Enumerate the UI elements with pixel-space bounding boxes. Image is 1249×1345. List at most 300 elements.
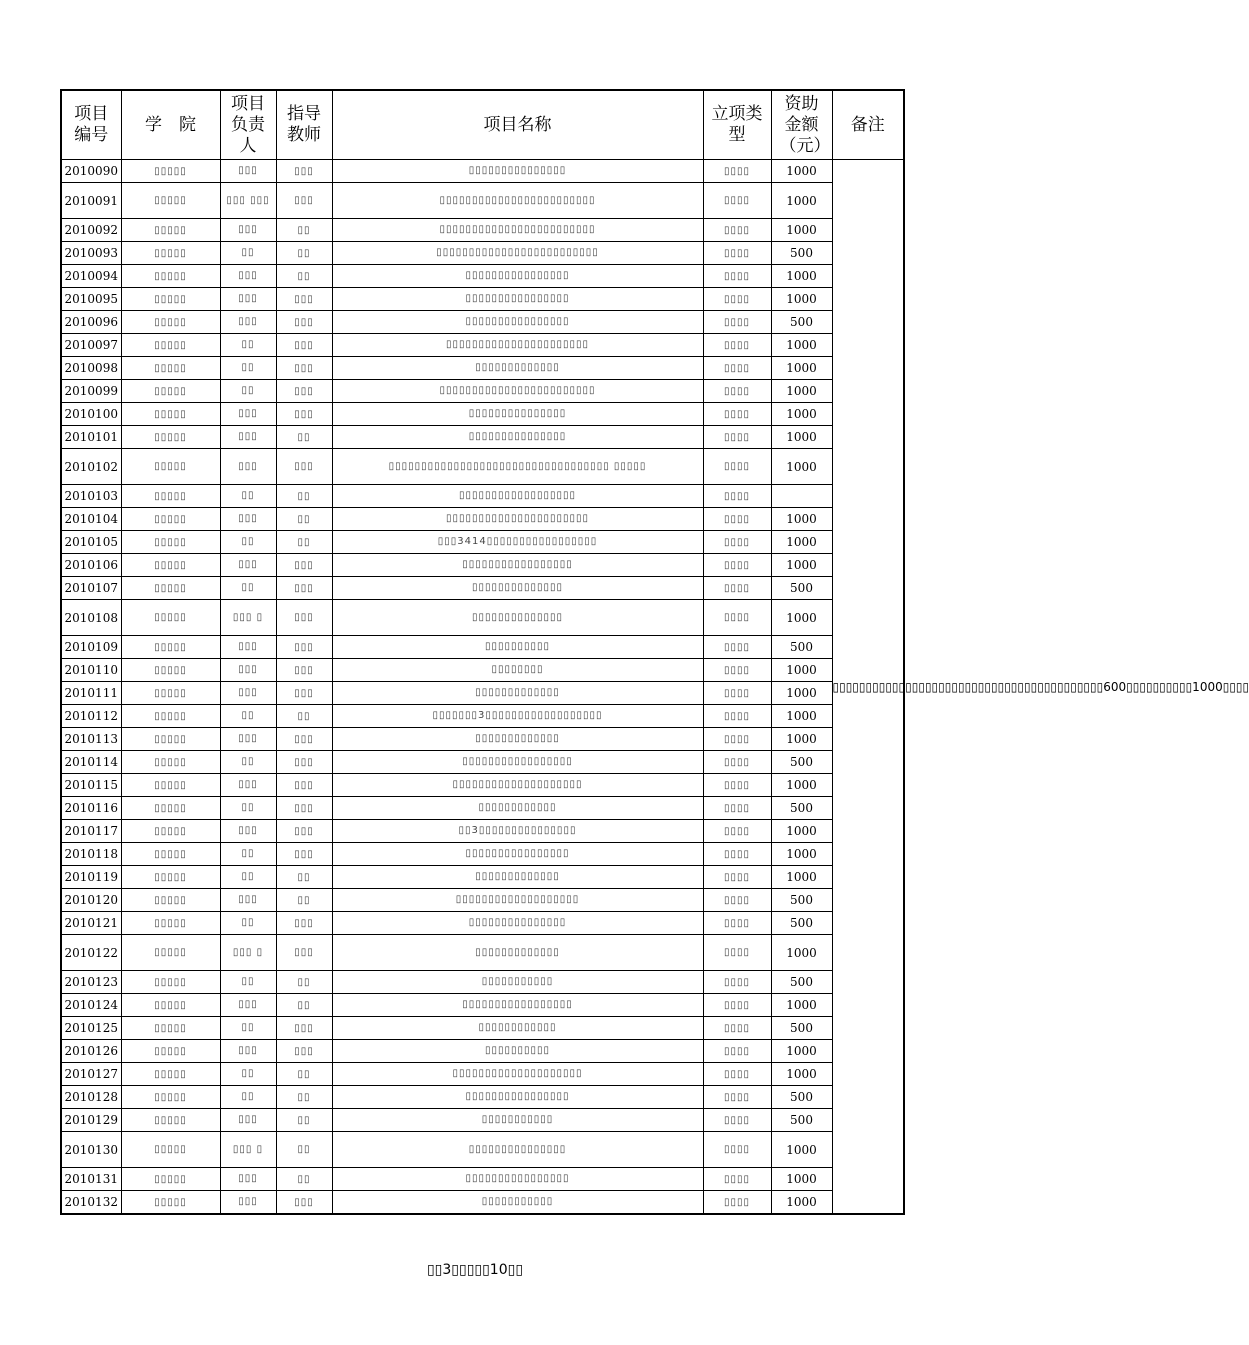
cell-type: ▯▯▯▯	[703, 843, 771, 866]
cell-project-id: 2010092	[61, 219, 121, 242]
table-row	[61, 751, 904, 774]
cell-advisor: ▯▯	[276, 1168, 332, 1191]
cell-project-id: 2010113	[61, 728, 121, 751]
table-row	[61, 682, 904, 705]
cell-leader: ▯▯	[220, 705, 276, 728]
cell-advisor: ▯▯	[276, 1086, 332, 1109]
cell-project-name: ▯▯▯▯▯▯▯▯▯▯▯▯▯▯	[332, 577, 703, 600]
cell-amount: 1000	[771, 705, 832, 728]
cell-amount: 1000	[771, 219, 832, 242]
cell-project-id: 2010127	[61, 1063, 121, 1086]
cell-project-id: 2010126	[61, 1040, 121, 1063]
cell-project-name: ▯▯▯▯▯▯▯3▯▯▯▯▯▯▯▯▯▯▯▯▯▯▯▯▯▯	[332, 705, 703, 728]
cell-leader: ▯▯	[220, 843, 276, 866]
cell-type: ▯▯▯▯	[703, 820, 771, 843]
cell-amount: 1000	[771, 449, 832, 485]
table-row	[61, 242, 904, 265]
cell-type: ▯▯▯▯	[703, 403, 771, 426]
cell-project-id: 2010112	[61, 705, 121, 728]
cell-project-name: ▯▯▯▯▯▯▯▯▯▯▯▯▯▯▯	[332, 426, 703, 449]
cell-type: ▯▯▯▯	[703, 1168, 771, 1191]
cell-amount: 1000	[771, 820, 832, 843]
cell-leader: ▯▯	[220, 334, 276, 357]
cell-college: ▯▯▯▯▯	[121, 426, 220, 449]
cell-project-name: ▯▯▯▯▯▯▯▯▯▯▯	[332, 971, 703, 994]
cell-project-id: 2010130	[61, 1132, 121, 1168]
cell-amount: 1000	[771, 1063, 832, 1086]
cell-type: ▯▯▯▯	[703, 265, 771, 288]
cell-project-name: ▯▯▯▯▯▯▯▯▯▯▯▯▯▯▯▯▯▯▯▯▯▯▯▯	[332, 219, 703, 242]
cell-project-id: 2010110	[61, 659, 121, 682]
cell-amount: 1000	[771, 843, 832, 866]
table-row	[61, 380, 904, 403]
cell-project-name: ▯▯▯▯▯▯▯▯▯▯▯▯▯▯▯▯▯▯▯▯▯▯▯▯▯	[332, 242, 703, 265]
cell-advisor: ▯▯▯	[276, 554, 332, 577]
cell-type: ▯▯▯▯	[703, 508, 771, 531]
cell-leader: ▯▯▯	[220, 160, 276, 183]
cell-amount: 500	[771, 912, 832, 935]
cell-project-name: ▯▯▯▯▯▯▯▯▯▯	[332, 1040, 703, 1063]
cell-project-name: ▯▯▯▯▯▯▯▯▯▯▯▯▯▯▯▯	[332, 843, 703, 866]
cell-project-name: ▯▯▯▯▯▯▯▯▯▯▯▯▯▯▯▯	[332, 1086, 703, 1109]
cell-advisor: ▯▯▯	[276, 1017, 332, 1040]
cell-advisor: ▯▯	[276, 531, 332, 554]
cell-type: ▯▯▯▯	[703, 485, 771, 508]
cell-type: ▯▯▯▯	[703, 288, 771, 311]
cell-amount: 1000	[771, 554, 832, 577]
cell-leader: ▯▯▯	[220, 820, 276, 843]
cell-leader: ▯▯	[220, 971, 276, 994]
cell-project-name: ▯▯▯▯▯▯▯▯▯▯▯▯▯▯▯▯	[332, 288, 703, 311]
cell-project-id: 2010103	[61, 485, 121, 508]
table-row	[61, 1086, 904, 1109]
cell-project-id: 2010102	[61, 449, 121, 485]
cell-amount: 1000	[771, 357, 832, 380]
table-row	[61, 774, 904, 797]
cell-project-id: 2010121	[61, 912, 121, 935]
table-row	[61, 357, 904, 380]
cell-college: ▯▯▯▯▯	[121, 554, 220, 577]
cell-amount: 1000	[771, 728, 832, 751]
cell-advisor: ▯▯	[276, 1063, 332, 1086]
cell-college: ▯▯▯▯▯	[121, 1063, 220, 1086]
table-row	[61, 994, 904, 1017]
cell-project-id: 2010132	[61, 1191, 121, 1215]
cell-project-id: 2010098	[61, 357, 121, 380]
note-cell: ▯▯▯▯▯▯▯▯▯▯▯▯▯▯▯▯▯▯▯▯▯▯▯▯▯▯▯▯▯▯▯▯▯▯▯▯▯▯▯▯▯600▯▯▯▯▯▯▯▯▯▯1000▯▯▯▯	[832, 160, 904, 1215]
cell-college: ▯▯▯▯▯	[121, 1168, 220, 1191]
cell-amount: 1000	[771, 682, 832, 705]
cell-advisor: ▯▯▯	[276, 600, 332, 636]
cell-college: ▯▯▯▯▯	[121, 820, 220, 843]
cell-project-id: 2010117	[61, 820, 121, 843]
cell-project-name: ▯▯3▯▯▯▯▯▯▯▯▯▯▯▯▯▯▯	[332, 820, 703, 843]
cell-college: ▯▯▯▯▯	[121, 183, 220, 219]
cell-college: ▯▯▯▯▯	[121, 1109, 220, 1132]
cell-amount: 500	[771, 1017, 832, 1040]
cell-project-id: 2010099	[61, 380, 121, 403]
cell-type: ▯▯▯▯	[703, 531, 771, 554]
cell-leader: ▯▯	[220, 357, 276, 380]
cell-leader: ▯▯	[220, 242, 276, 265]
table-row	[61, 508, 904, 531]
cell-college: ▯▯▯▯▯	[121, 380, 220, 403]
cell-project-id: 2010104	[61, 508, 121, 531]
cell-amount: 500	[771, 1086, 832, 1109]
cell-project-id: 2010114	[61, 751, 121, 774]
cell-college: ▯▯▯▯▯	[121, 508, 220, 531]
table-row	[61, 636, 904, 659]
cell-project-name: ▯▯▯▯▯▯▯▯▯▯▯▯▯	[332, 866, 703, 889]
table-row	[61, 311, 904, 334]
cell-leader: ▯▯	[220, 912, 276, 935]
cell-advisor: ▯▯	[276, 994, 332, 1017]
cell-college: ▯▯▯▯▯	[121, 682, 220, 705]
cell-type: ▯▯▯▯	[703, 449, 771, 485]
cell-advisor: ▯▯	[276, 485, 332, 508]
cell-leader: ▯▯▯ ▯	[220, 600, 276, 636]
project-table	[60, 89, 1249, 1215]
cell-college: ▯▯▯▯▯	[121, 705, 220, 728]
cell-amount: 1000	[771, 1040, 832, 1063]
cell-amount: 500	[771, 751, 832, 774]
header-note: 备注	[832, 90, 904, 160]
cell-project-name: ▯▯▯▯▯▯▯▯▯▯▯▯▯▯▯▯▯▯▯▯	[332, 774, 703, 797]
cell-type: ▯▯▯▯	[703, 1132, 771, 1168]
table-row	[61, 1063, 904, 1086]
cell-amount: 1000	[771, 935, 832, 971]
cell-project-name: ▯▯▯3414▯▯▯▯▯▯▯▯▯▯▯▯▯▯▯▯▯	[332, 531, 703, 554]
cell-project-name: ▯▯▯▯▯▯▯▯▯▯▯▯▯▯▯▯▯▯	[332, 485, 703, 508]
cell-project-id: 2010094	[61, 265, 121, 288]
cell-advisor: ▯▯▯	[276, 183, 332, 219]
cell-advisor: ▯▯▯	[276, 820, 332, 843]
cell-college: ▯▯▯▯▯	[121, 1040, 220, 1063]
cell-college: ▯▯▯▯▯	[121, 334, 220, 357]
page-footer: ▯▯3▯▯▯▯▯10▯▯	[426, 1262, 524, 1278]
table-row	[61, 334, 904, 357]
cell-amount: 1000	[771, 1191, 832, 1215]
cell-advisor: ▯▯	[276, 889, 332, 912]
table-row	[61, 1168, 904, 1191]
cell-college: ▯▯▯▯▯	[121, 1191, 220, 1215]
cell-type: ▯▯▯▯	[703, 1017, 771, 1040]
cell-type: ▯▯▯▯	[703, 1086, 771, 1109]
cell-project-name: ▯▯▯▯▯▯▯▯▯▯▯▯▯	[332, 935, 703, 971]
cell-college: ▯▯▯▯▯	[121, 485, 220, 508]
cell-amount: 1000	[771, 426, 832, 449]
table-row	[61, 426, 904, 449]
table-row	[61, 1191, 904, 1215]
cell-leader: ▯▯▯	[220, 265, 276, 288]
cell-advisor: ▯▯▯	[276, 682, 332, 705]
cell-project-name: ▯▯▯▯▯▯▯▯▯▯▯▯▯	[332, 357, 703, 380]
cell-type: ▯▯▯▯	[703, 705, 771, 728]
cell-leader: ▯▯	[220, 1063, 276, 1086]
cell-advisor: ▯▯▯	[276, 288, 332, 311]
cell-advisor: ▯▯▯	[276, 380, 332, 403]
cell-project-name: ▯▯▯▯▯▯▯▯▯▯	[332, 636, 703, 659]
cell-advisor: ▯▯	[276, 705, 332, 728]
cell-amount: 500	[771, 797, 832, 820]
table-row	[61, 1017, 904, 1040]
cell-advisor: ▯▯▯	[276, 160, 332, 183]
table-row	[61, 1132, 904, 1168]
cell-college: ▯▯▯▯▯	[121, 751, 220, 774]
cell-amount: 500	[771, 1109, 832, 1132]
table-row	[61, 219, 904, 242]
cell-advisor: ▯▯▯	[276, 728, 332, 751]
table-row	[61, 797, 904, 820]
cell-project-id: 2010095	[61, 288, 121, 311]
cell-project-id: 2010129	[61, 1109, 121, 1132]
cell-leader: ▯▯	[220, 751, 276, 774]
cell-advisor: ▯▯▯	[276, 774, 332, 797]
cell-advisor: ▯▯	[276, 508, 332, 531]
cell-leader: ▯▯▯	[220, 1168, 276, 1191]
cell-college: ▯▯▯▯▯	[121, 403, 220, 426]
cell-leader: ▯▯	[220, 531, 276, 554]
cell-amount: 1000	[771, 866, 832, 889]
table-row	[61, 1040, 904, 1063]
cell-advisor: ▯▯	[276, 1109, 332, 1132]
cell-amount: 1000	[771, 659, 832, 682]
cell-college: ▯▯▯▯▯	[121, 636, 220, 659]
header-college: 学 院	[121, 90, 220, 160]
cell-college: ▯▯▯▯▯	[121, 288, 220, 311]
cell-project-name: ▯▯▯▯▯▯▯▯▯▯▯▯▯▯▯▯▯	[332, 994, 703, 1017]
table-row	[61, 403, 904, 426]
cell-project-name: ▯▯▯▯▯▯▯▯▯▯▯▯	[332, 797, 703, 820]
header-leader: 项目负责人	[220, 90, 276, 160]
cell-project-id: 2010125	[61, 1017, 121, 1040]
cell-type: ▯▯▯▯	[703, 219, 771, 242]
cell-leader: ▯▯▯ ▯▯▯	[220, 183, 276, 219]
cell-advisor: ▯▯▯	[276, 1040, 332, 1063]
cell-leader: ▯▯▯	[220, 426, 276, 449]
cell-college: ▯▯▯▯▯	[121, 242, 220, 265]
header-row	[61, 90, 904, 160]
cell-college: ▯▯▯▯▯	[121, 659, 220, 682]
cell-type: ▯▯▯▯	[703, 659, 771, 682]
cell-college: ▯▯▯▯▯	[121, 449, 220, 485]
cell-amount: 1000	[771, 160, 832, 183]
table-row	[61, 600, 904, 636]
cell-leader: ▯▯▯	[220, 1109, 276, 1132]
cell-college: ▯▯▯▯▯	[121, 935, 220, 971]
cell-type: ▯▯▯▯	[703, 797, 771, 820]
table-row	[61, 843, 904, 866]
cell-college: ▯▯▯▯▯	[121, 1132, 220, 1168]
cell-project-name: ▯▯▯▯▯▯▯▯▯▯▯▯▯▯▯	[332, 912, 703, 935]
cell-leader: ▯▯▯	[220, 449, 276, 485]
cell-project-name: ▯▯▯▯▯▯▯▯▯▯▯▯▯▯▯▯▯▯▯	[332, 889, 703, 912]
table-row	[61, 912, 904, 935]
cell-type: ▯▯▯▯	[703, 554, 771, 577]
cell-type: ▯▯▯▯	[703, 160, 771, 183]
header-type: 立项类型	[703, 90, 771, 160]
cell-college: ▯▯▯▯▯	[121, 866, 220, 889]
cell-college: ▯▯▯▯▯	[121, 531, 220, 554]
cell-college: ▯▯▯▯▯	[121, 1017, 220, 1040]
cell-project-id: 2010123	[61, 971, 121, 994]
cell-project-name: ▯▯▯▯▯▯▯▯▯▯▯▯▯▯▯▯	[332, 1168, 703, 1191]
cell-leader: ▯▯▯	[220, 288, 276, 311]
cell-project-name: ▯▯▯▯▯▯▯▯▯▯▯▯▯	[332, 682, 703, 705]
cell-type: ▯▯▯▯	[703, 751, 771, 774]
cell-amount: 500	[771, 889, 832, 912]
cell-college: ▯▯▯▯▯	[121, 311, 220, 334]
cell-amount: 1000	[771, 774, 832, 797]
cell-amount: 1000	[771, 265, 832, 288]
cell-college: ▯▯▯▯▯	[121, 971, 220, 994]
cell-leader: ▯▯▯	[220, 554, 276, 577]
cell-project-id: 2010124	[61, 994, 121, 1017]
cell-leader: ▯▯	[220, 577, 276, 600]
header-amount: 资助金额（元）	[771, 90, 832, 160]
cell-advisor: ▯▯	[276, 1132, 332, 1168]
cell-college: ▯▯▯▯▯	[121, 1086, 220, 1109]
cell-project-id: 2010115	[61, 774, 121, 797]
cell-college: ▯▯▯▯▯	[121, 357, 220, 380]
cell-type: ▯▯▯▯	[703, 971, 771, 994]
header-project-id: 项目编号	[61, 90, 121, 160]
header-project-name: 项目名称	[332, 90, 703, 160]
cell-type: ▯▯▯▯	[703, 682, 771, 705]
cell-amount: 1000	[771, 334, 832, 357]
cell-project-id: 2010090	[61, 160, 121, 183]
cell-college: ▯▯▯▯▯	[121, 774, 220, 797]
cell-type: ▯▯▯▯	[703, 774, 771, 797]
cell-project-id: 2010097	[61, 334, 121, 357]
table-row	[61, 554, 904, 577]
cell-leader: ▯▯▯ ▯	[220, 1132, 276, 1168]
cell-college: ▯▯▯▯▯	[121, 994, 220, 1017]
cell-project-id: 2010108	[61, 600, 121, 636]
cell-leader: ▯▯▯	[220, 508, 276, 531]
cell-type: ▯▯▯▯	[703, 1109, 771, 1132]
cell-leader: ▯▯	[220, 866, 276, 889]
cell-amount: 500	[771, 311, 832, 334]
cell-project-id: 2010116	[61, 797, 121, 820]
cell-project-id: 2010111	[61, 682, 121, 705]
cell-type: ▯▯▯▯	[703, 994, 771, 1017]
cell-type: ▯▯▯▯	[703, 636, 771, 659]
cell-college: ▯▯▯▯▯	[121, 219, 220, 242]
cell-amount: 1000	[771, 288, 832, 311]
cell-college: ▯▯▯▯▯	[121, 889, 220, 912]
cell-type: ▯▯▯▯	[703, 311, 771, 334]
cell-project-id: 2010093	[61, 242, 121, 265]
table-row	[61, 705, 904, 728]
cell-project-id: 2010131	[61, 1168, 121, 1191]
cell-project-id: 2010091	[61, 183, 121, 219]
cell-project-id: 2010109	[61, 636, 121, 659]
cell-project-name: ▯▯▯▯▯▯▯▯▯▯▯▯▯▯▯▯▯	[332, 554, 703, 577]
cell-amount: 1000	[771, 380, 832, 403]
cell-leader: ▯▯▯	[220, 636, 276, 659]
cell-advisor: ▯▯	[276, 219, 332, 242]
cell-advisor: ▯▯▯	[276, 843, 332, 866]
cell-leader: ▯▯▯	[220, 889, 276, 912]
cell-leader: ▯▯	[220, 797, 276, 820]
cell-project-id: 2010100	[61, 403, 121, 426]
cell-project-id: 2010101	[61, 426, 121, 449]
cell-leader: ▯▯▯	[220, 1040, 276, 1063]
cell-type: ▯▯▯▯	[703, 728, 771, 751]
cell-type: ▯▯▯▯	[703, 334, 771, 357]
cell-project-name: ▯▯▯▯▯▯▯▯▯▯▯▯▯▯▯▯▯▯▯▯▯▯	[332, 508, 703, 531]
table-row	[61, 866, 904, 889]
cell-leader: ▯▯▯	[220, 403, 276, 426]
cell-advisor: ▯▯	[276, 866, 332, 889]
cell-project-name: ▯▯▯▯▯▯▯▯▯▯▯▯▯▯▯▯▯▯▯▯	[332, 1063, 703, 1086]
cell-project-name: ▯▯▯▯▯▯▯▯▯▯▯▯▯▯▯▯▯▯▯▯▯▯▯▯	[332, 183, 703, 219]
table-row	[61, 971, 904, 994]
table-row	[61, 889, 904, 912]
table-row	[61, 160, 904, 183]
cell-project-name: ▯▯▯▯▯▯▯▯▯▯▯▯▯▯▯▯	[332, 265, 703, 288]
table-row	[61, 531, 904, 554]
cell-college: ▯▯▯▯▯	[121, 600, 220, 636]
cell-advisor: ▯▯	[276, 971, 332, 994]
cell-advisor: ▯▯▯	[276, 357, 332, 380]
cell-leader: ▯▯▯	[220, 682, 276, 705]
cell-type: ▯▯▯▯	[703, 357, 771, 380]
cell-project-id: 2010119	[61, 866, 121, 889]
cell-advisor: ▯▯▯	[276, 935, 332, 971]
cell-project-name: ▯▯▯▯▯▯▯▯▯▯▯▯▯▯	[332, 600, 703, 636]
cell-amount: 1000	[771, 531, 832, 554]
cell-advisor: ▯▯▯	[276, 334, 332, 357]
cell-project-name: ▯▯▯▯▯▯▯▯▯▯▯	[332, 1191, 703, 1215]
cell-project-name: ▯▯▯▯▯▯▯▯▯▯▯▯▯▯▯▯	[332, 311, 703, 334]
cell-advisor: ▯▯	[276, 265, 332, 288]
cell-college: ▯▯▯▯▯	[121, 265, 220, 288]
cell-project-id: 2010122	[61, 935, 121, 971]
cell-amount: 500	[771, 242, 832, 265]
header-advisor: 指导教师	[276, 90, 332, 160]
cell-amount: 1000	[771, 183, 832, 219]
cell-amount: 500	[771, 636, 832, 659]
cell-type: ▯▯▯▯	[703, 183, 771, 219]
cell-leader: ▯▯▯	[220, 659, 276, 682]
cell-college: ▯▯▯▯▯	[121, 160, 220, 183]
cell-advisor: ▯▯▯	[276, 311, 332, 334]
cell-project-name: ▯▯▯▯▯▯▯▯▯▯▯▯▯▯▯▯▯▯▯▯▯▯▯▯▯▯▯▯▯▯▯▯▯▯ ▯▯▯▯▯	[332, 449, 703, 485]
cell-project-id: 2010107	[61, 577, 121, 600]
cell-type: ▯▯▯▯	[703, 935, 771, 971]
cell-advisor: ▯▯▯	[276, 636, 332, 659]
cell-type: ▯▯▯▯	[703, 866, 771, 889]
cell-advisor: ▯▯▯	[276, 577, 332, 600]
cell-project-id: 2010105	[61, 531, 121, 554]
cell-college: ▯▯▯▯▯	[121, 577, 220, 600]
table-row	[61, 659, 904, 682]
cell-amount: 1000	[771, 403, 832, 426]
table-row	[61, 183, 904, 219]
cell-type: ▯▯▯▯	[703, 600, 771, 636]
cell-amount: 500	[771, 577, 832, 600]
cell-type: ▯▯▯▯	[703, 912, 771, 935]
cell-project-name: ▯▯▯▯▯▯▯▯▯▯▯▯▯▯▯	[332, 403, 703, 426]
cell-advisor: ▯▯▯	[276, 659, 332, 682]
cell-type: ▯▯▯▯	[703, 242, 771, 265]
table-row	[61, 288, 904, 311]
cell-amount: 1000	[771, 1168, 832, 1191]
cell-type: ▯▯▯▯	[703, 577, 771, 600]
cell-advisor: ▯▯▯	[276, 912, 332, 935]
